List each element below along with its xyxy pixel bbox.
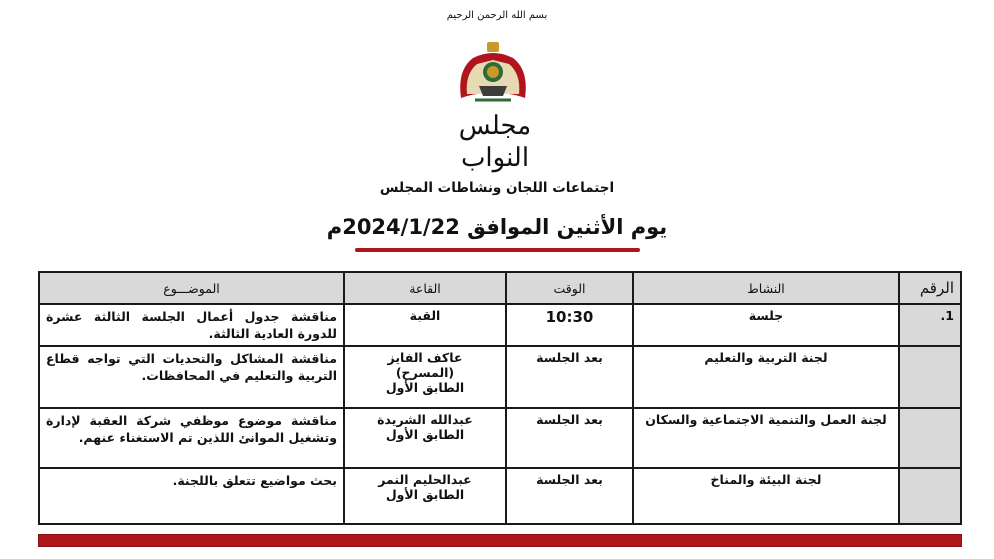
row-hall [344,304,506,346]
row-activity: لجنة البيئة والمناخ [633,468,899,524]
page-subtitle: اجتماعات اللجان ونشاطات المجلس [379,180,615,196]
row-number: 1. [899,304,961,346]
schedule-table [38,271,962,525]
row-hall [344,468,506,524]
row-activity: لجنة التربية والتعليم [633,346,899,408]
row-time: بعد الجلسة [506,468,633,524]
hall-line: القبة [409,308,441,323]
hall-line: عبدالحليم النمر [378,472,472,487]
row-hall [344,346,506,408]
title-underline [355,248,640,252]
basmala: بسم الله الرحمن الرحيم [446,10,548,21]
row-time: بعد الجلسة [506,346,633,408]
row-hall [344,408,506,468]
row-time: 10:30 [506,304,633,346]
parliament-logo-text: مجلس النواب [458,111,532,173]
row-activity: جلسة [633,304,899,346]
row-topic: مناقشة المشاكل والتحديات التي تواجه قطاع التربية والتعليم في المحافظات. [39,346,344,408]
table-row [39,304,961,346]
hall-line: الطابق الأول [385,380,465,395]
row-number [899,408,961,468]
header-hall: القاعة [344,272,506,304]
row-topic: مناقشة موضوع موظفي شركة العقبة لإدارة وتشغيل الموانئ اللذين تم الاستغناء عنهم. [39,408,344,468]
row-topic: بحث مواضيع تتعلق باللجنة. [39,468,344,524]
row-topic: مناقشة جدول أعمال الجلسة الثالثة عشرة للدورة العادية الثالثة. [39,304,344,346]
hall-line: (المسرح) [395,365,455,380]
table-row [39,468,961,524]
row-number [899,468,961,524]
row-number [899,346,961,408]
footer-red-bar [38,534,962,547]
table-header-row [39,272,961,304]
table-row [39,408,961,468]
page-title-date: يوم الأثنين الموافق 2024/1/22م [326,215,668,239]
header-topic: الموضـــوع [39,272,344,304]
header-activity: النشاط [633,272,899,304]
header-number: الرقم [899,272,961,304]
row-activity: لجنة العمل والتنمية الاجتماعية والسكان [633,408,899,468]
hall-line: عبدالله الشريدة [377,412,473,427]
hall-line: الطابق الأول [385,487,465,502]
table-row [39,346,961,408]
header-time: الوقت [506,272,633,304]
jordan-coat-of-arms-emblem [453,40,533,110]
row-time: بعد الجلسة [506,408,633,468]
hall-line: الطابق الأول [385,427,465,442]
hall-line: عاكف الفايز [387,350,463,365]
